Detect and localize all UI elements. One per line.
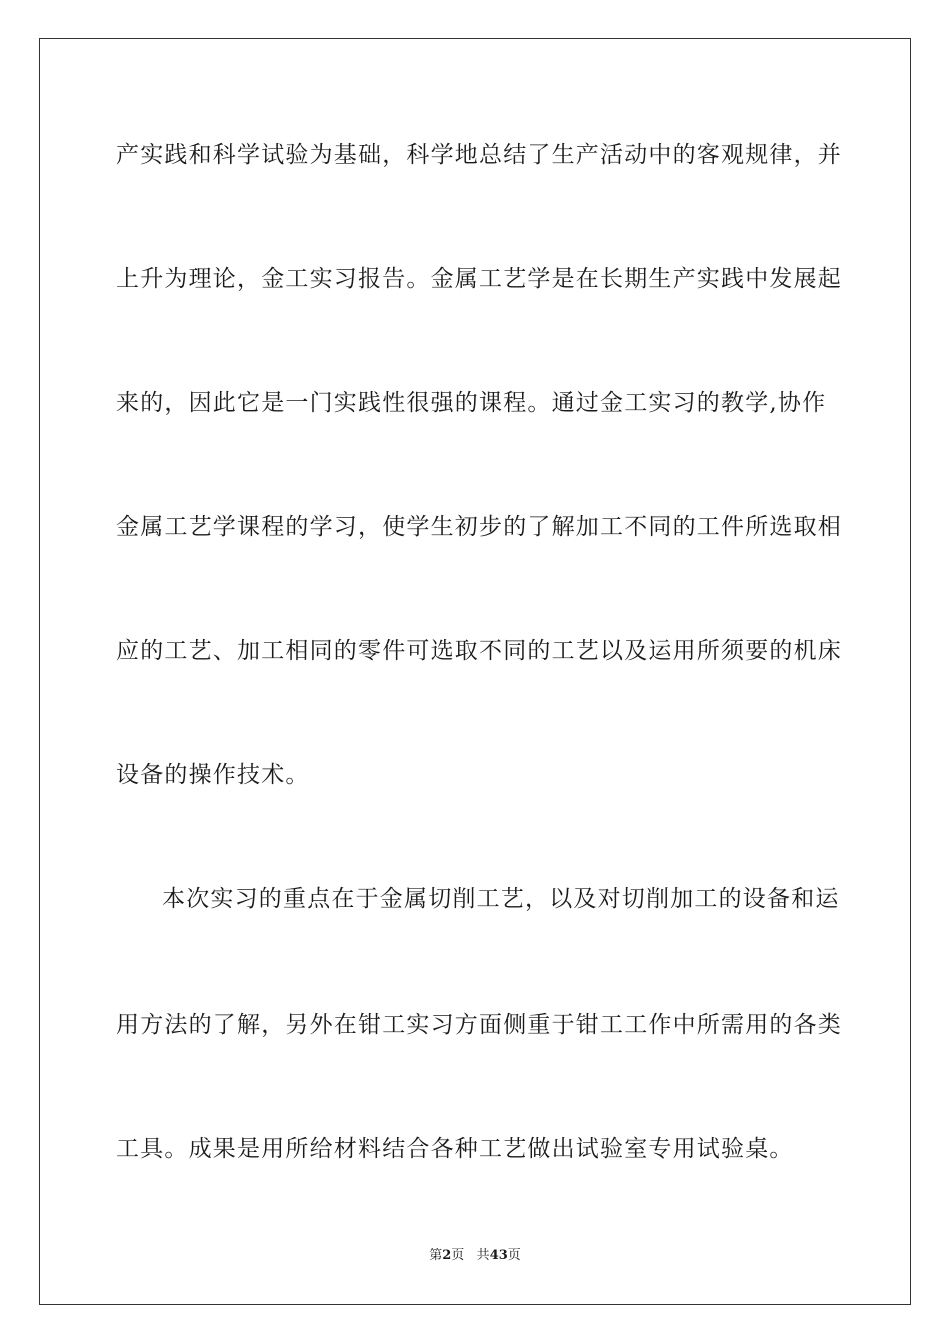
footer-page-suffix: 页 [451, 1248, 465, 1263]
page-border [39, 38, 911, 1305]
body-line-9: 工具。成果是用所给材料结合各种工艺做出试验室专用试验桌。 [116, 1136, 794, 1162]
body-line-3: 来的，因此它是一门实践性很强的课程。通过金工实习的教学,协作 [116, 390, 827, 416]
footer-total-suffix: 页 [507, 1248, 521, 1263]
page-footer [0, 1247, 950, 1265]
body-line-7: 本次实习的重点在于金属切削工艺，以及对切削加工的设备和运 [162, 886, 840, 912]
footer-page-prefix: 第 [429, 1248, 443, 1263]
footer-total-pages: 43 [489, 1248, 508, 1263]
body-line-4: 金属工艺学课程的学习，使学生初步的了解加工不同的工件所选取相 [116, 514, 842, 540]
body-line-6: 设备的操作技术。 [116, 762, 310, 788]
body-line-5: 应的工艺、加工相同的零件可选取不同的工艺以及运用所须要的机床 [116, 638, 842, 664]
footer-page-number: 2 [442, 1248, 452, 1263]
body-line-1: 产实践和科学试验为基础，科学地总结了生产活动中的客观规律，并 [116, 142, 842, 168]
body-line-8: 用方法的了解，另外在钳工实习方面侧重于钳工工作中所需用的各类 [116, 1012, 842, 1038]
footer-total-prefix: 共 [476, 1248, 490, 1263]
body-line-2: 上升为理论，金工实习报告。金属工艺学是在长期生产实践中发展起 [116, 266, 842, 292]
